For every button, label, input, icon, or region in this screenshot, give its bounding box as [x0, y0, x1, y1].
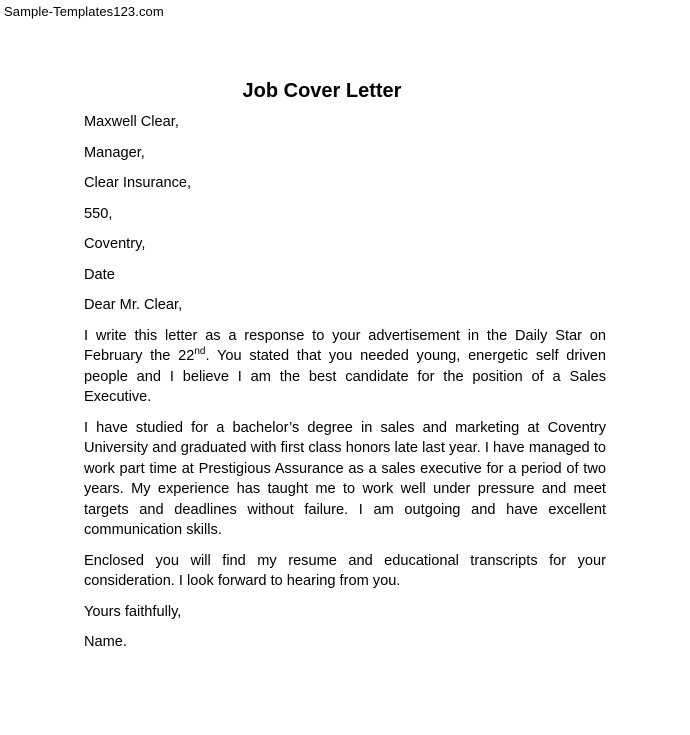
recipient-address — [84, 112, 606, 316]
paragraph-1-after: . You stated that you needed young, energetic self driven people and I believe I am the best candidate for the position of a Sales Executive. — [84, 348, 606, 405]
closing-block — [84, 602, 606, 653]
page-title: Job Cover Letter — [242, 80, 402, 102]
closing: Yours faithfully, — [84, 603, 182, 620]
site-watermark: Sample-Templates123.com — [4, 4, 164, 19]
recipient-company: Clear Insurance, — [84, 175, 192, 191]
paragraph-1 — [84, 326, 606, 408]
paragraph-2: I have studied for a bachelor’s degree in sales and marketing at Coventry University and graduated with first class honors late last year. I have managed to work part time at Prestigious Assurance as a sales executive for a period of two years. My experience has taught me to work well under pressure and meet targets and deadlines without failure. I am outgoing and have excellent communication skills. — [84, 419, 606, 538]
recipient-position: Manager, — [84, 144, 145, 161]
paragraph-3: Enclosed you will find my resume and educational transcripts for your consideration. I look forward to hearing from you. — [84, 552, 606, 589]
letter-date: Date — [84, 266, 115, 283]
signature: Name. — [84, 634, 127, 650]
letter-body — [84, 112, 606, 663]
recipient-name: Maxwell Clear, — [84, 114, 179, 130]
recipient-number: 550, — [84, 205, 113, 222]
salutation: Dear Mr. Clear, — [84, 297, 183, 313]
recipient-city: Coventry, — [84, 236, 146, 252]
paragraph-1-before: I write this letter as a response to your advertisement in the Daily Star on February the 22 — [84, 327, 606, 364]
paragraph-1-superscript: nd — [194, 346, 206, 357]
